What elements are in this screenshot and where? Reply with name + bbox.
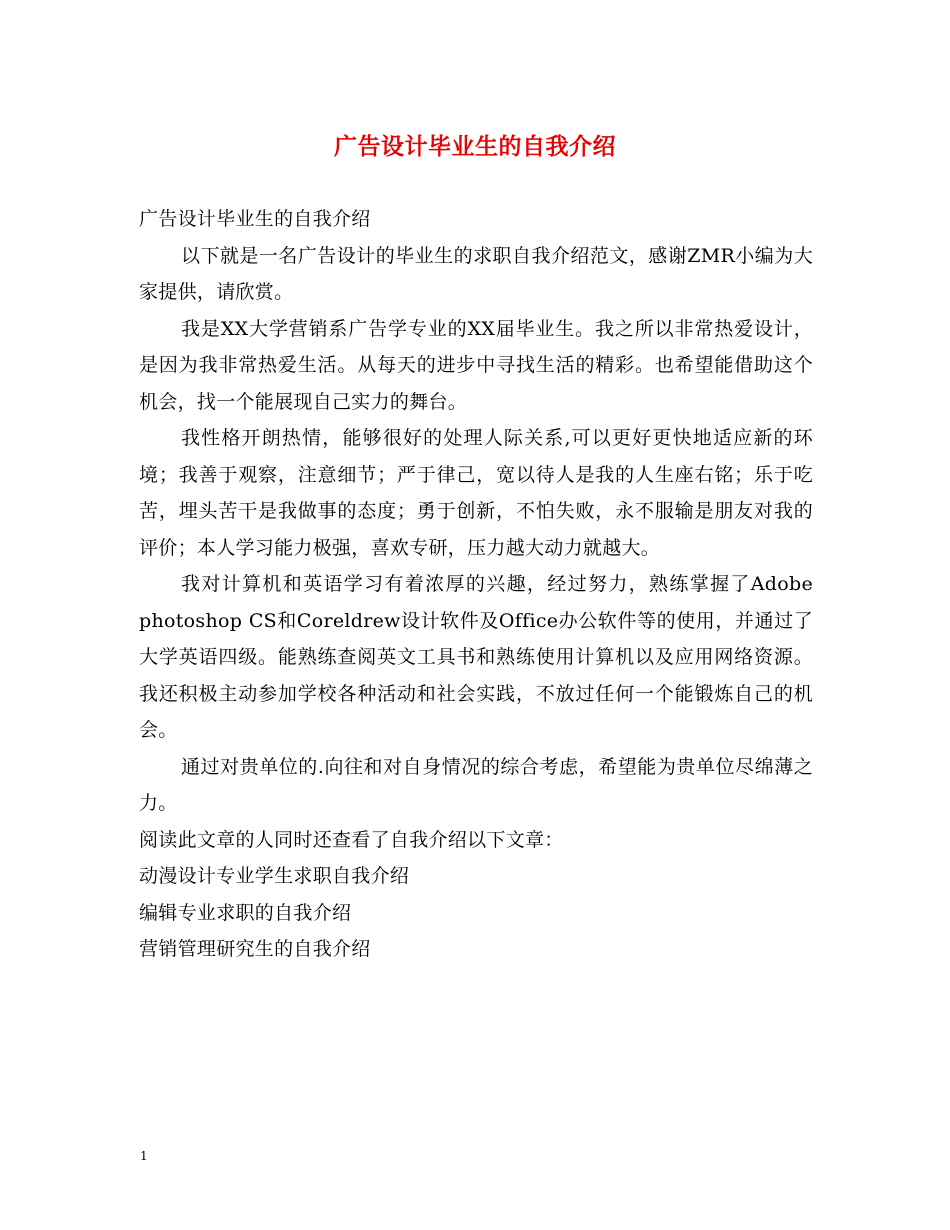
paragraph-closing: 通过对贵单位的.向往和对自身情况的综合考虑，希望能为贵单位尽绵薄之力。 xyxy=(139,755,813,814)
document-title: 广告设计毕业生的自我介绍 xyxy=(334,134,616,160)
related-article-link[interactable] xyxy=(139,858,813,895)
paragraph-background: 我是XX大学营销系广告学专业的XX届毕业生。我之所以非常热爱设计，是因为我非常热爱生活。从每天的进步中寻找生活的精彩。也希望能借助这个机会，找一个能展现自己实力的舞台。 xyxy=(139,317,813,413)
paragraph-skills: 我对计算机和英语学习有着浓厚的兴趣，经过努力，熟练掌握了Adobe photoshop CS和Coreldrew设计软件及Office办公软件等的使用，并通过了大学英语四级。能熟练查阅英文工具书和熟练使用计算机以及应用网络资源。我还积极主动参加学校各种活动和社会实践，不放过任何一个能锻炼自己的机会。 xyxy=(139,573,813,741)
body-subtitle: 广告设计毕业生的自我介绍 xyxy=(139,208,371,230)
paragraph-personality: 我性格开朗热情，能够很好的处理人际关系,可以更好更快地适应新的环境；我善于观察，注意细节；严于律己，宽以待人是我的人生座右铭；乐于吃苦，埋头苦干是我做事的态度；勇于创新，不怕失败，永不服输是朋友对我的评价；本人学习能力极强，喜欢专研，压力越大动力就越大。 xyxy=(139,427,813,559)
related-link-editing[interactable]: 编辑专业求职的自我介绍 xyxy=(139,901,352,924)
related-link-animation-design[interactable]: 动漫设计专业学生求职自我介绍 xyxy=(139,865,410,887)
related-link-marketing-management[interactable]: 营销管理研究生的自我介绍 xyxy=(139,938,371,960)
related-article-link[interactable] xyxy=(139,895,813,932)
page-number: 1 xyxy=(140,1149,148,1163)
document-body xyxy=(139,201,813,968)
related-articles-heading: 阅读此文章的人同时还查看了自我介绍以下文章： xyxy=(139,828,564,851)
paragraph-intro: 以下就是一名广告设计的毕业生的求职自我介绍范文，感谢ZMR小编为大家提供，请欣赏。 xyxy=(139,244,813,303)
related-article-link[interactable] xyxy=(139,931,813,968)
